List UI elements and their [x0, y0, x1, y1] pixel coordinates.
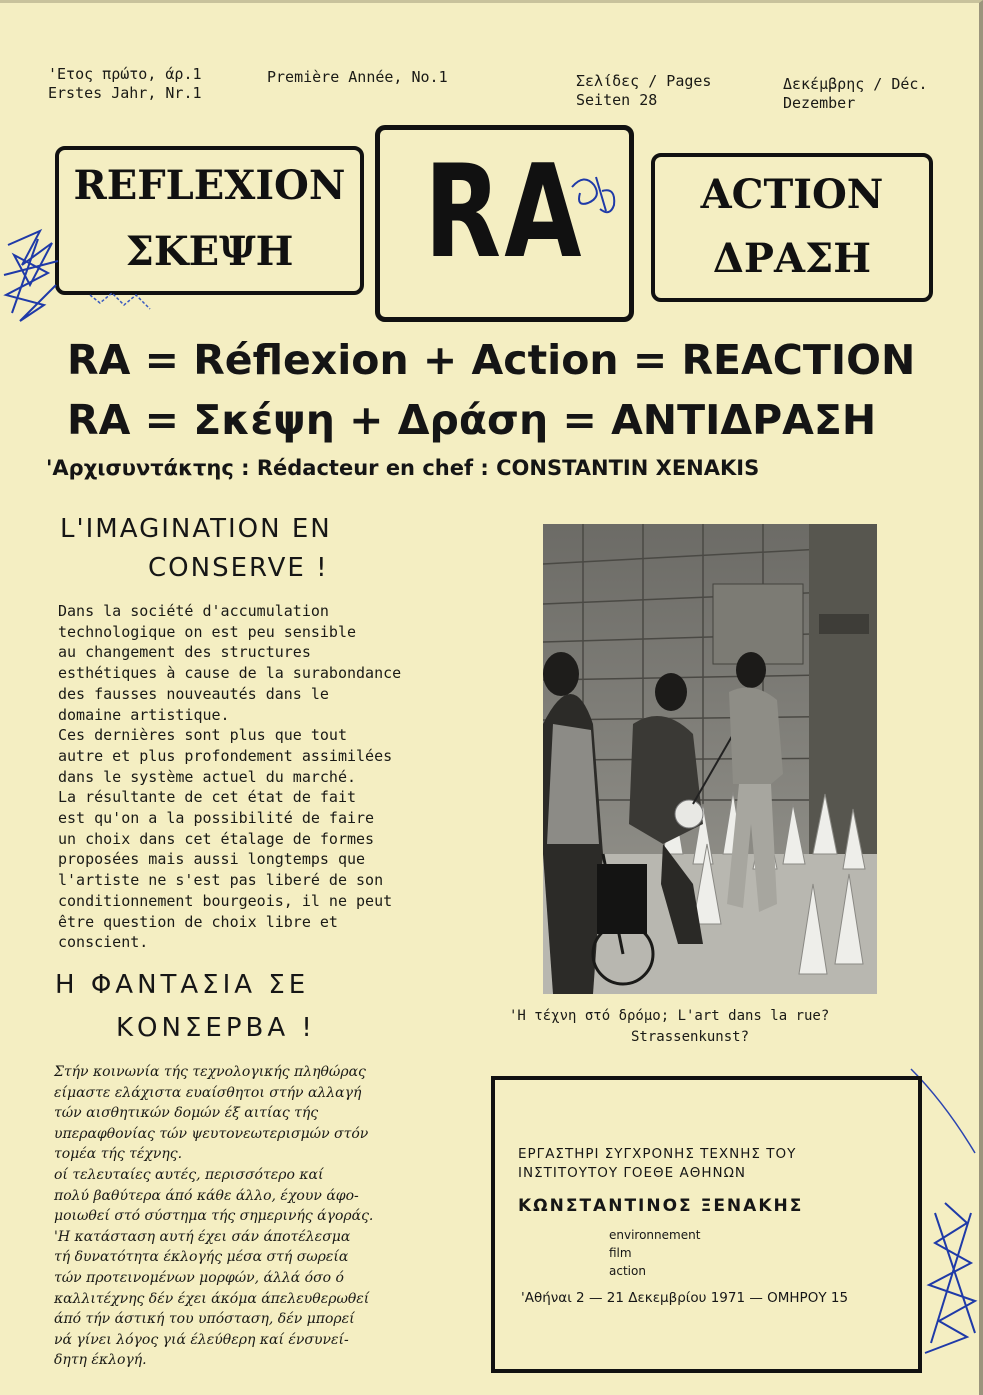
pen-scribble-masthead	[566, 167, 626, 227]
announcement-line2: ΙΝΣΤΙΤΟΥΤΟΥ ΓΟΕΘΕ ΑΘΗΝΩΝ	[518, 1165, 747, 1181]
masthead-left-line1: REFLEXION	[73, 162, 346, 209]
editor-credit: 'Αρχισυντάκτης : Rédacteur en chef : CONSTANTIN XENAKIS	[46, 456, 760, 480]
exhibition-announcement	[491, 1076, 922, 1373]
article-gr-headline-line2: ΚΟΝΣΕΡΒΑ !	[116, 1013, 316, 1043]
issue-date-line1: Δεκέμβρης / Déc.	[783, 75, 928, 93]
page-count-line2: Seiten 28	[576, 91, 658, 109]
pen-scribble-left	[0, 225, 160, 335]
issue-german: Erstes Jahr, Nr.1	[48, 84, 202, 102]
article-gr-body: Στήν κοινωνία τής τεχνολογικής πληθώρας είμαστε ελάχιστα ευαίσθητοι στήν αλλαγή τών αισθητικών δομών έξ αιτίας τής υπεραφθονίας τών ψευτονεωτερισμών στόν τομέα τής τέχνης. οί τελευταίες αυτές, περισσότερο καί πολύ βαθύτερα άπό κάθε άλλο, έχουν άφο- μοιωθεί στό σύστημα τής σημερινής άγοράς. 'Η κατάσταση αυτή έχει σάν άποτέλεσμα τή δυνατότητα έκλογής μέσα στή σωρεία τών προτεινομένων μορφών, άλλά όσο ό καλλιτέχνης δέν έχει άκόμα άπελευθερωθεί άπό τήν άστική του υπόσταση, δέν μπορεί νά γίνει λόγος γιά έλεύθερη καί ένσυνεί- δητη έκλογή.	[54, 1064, 374, 1369]
formula-french: RA = Réflexion + Action = REACTION	[67, 336, 916, 384]
masthead-left-line2: ΣΚΕΨΗ	[125, 228, 294, 275]
masthead-right-line1: ACTION	[700, 171, 884, 218]
issue-greek: 'Ετος πρώτο, άρ.1	[48, 65, 202, 83]
announcement-media1: environnement	[609, 1228, 701, 1242]
announcement-line1: ΕΡΓΑΣΤΗΡΙ ΣΥΓΧΡΟΝΗΣ ΤΕΧΝΗΣ ΤΟΥ	[518, 1146, 797, 1162]
masthead-right-line2: ΔΡΑΣΗ	[712, 235, 872, 282]
masthead-ra-title: RA	[424, 138, 585, 287]
issue-date	[783, 75, 928, 113]
article-fr-headline-line2: CONSERVE !	[148, 553, 329, 583]
article-fr-body: Dans la société d'accumulation technologique on est peu sensible au changement des structures esthétiques à cause de la surabondance des fausses nouveautés dans le domaine artistique. Ces dernières sont plus que tout autre et plus profondement assimilées dans le système actuel du marché. La résultante de cet état de fait est qu'on a la possibilité de faire un choix dans cet étalage de formes proposées mais aussi longtemps que l'artiste ne s'est pas liberé de son conditionnement bourgeois, il ne peut être question de choix libre et conscient.	[58, 602, 402, 952]
announcement-media3: action	[609, 1264, 646, 1278]
announcement-artist: ΚΩΝΣΤΑΝΤΙΝΟΣ ΞΕΝΑΚΗΣ	[518, 1196, 804, 1216]
page-count	[576, 72, 711, 110]
formula-greek: RA = Σκέψη + Δράση = ΑΝΤΙΔΡΑΣΗ	[67, 396, 877, 444]
issue-french: Première Année, No.1	[267, 68, 448, 86]
announcement-media2: film	[609, 1246, 632, 1260]
street-art-photo	[543, 524, 877, 994]
masthead-right-box	[651, 153, 933, 302]
issue-date-line2: Dezember	[783, 94, 856, 112]
issue-info	[48, 65, 202, 103]
photo-caption-line2: Strassenkunst?	[631, 1029, 750, 1045]
announcement-dates: 'Αθήναι 2 — 21 Δεκεμβρίου 1971 — ΟΜΗΡΟΥ 15	[521, 1290, 849, 1306]
article-gr-headline-line1: Η ΦΑΝΤΑΣΙΑ ΣΕ	[55, 970, 310, 1000]
page-count-line1: Σελίδες / Pages	[576, 72, 712, 90]
photo-caption-line1: 'Η τέχνη στό δρόμο; L'art dans la rue?	[509, 1008, 830, 1024]
article-fr-headline-line1: L'IMAGINATION EN	[60, 514, 332, 544]
